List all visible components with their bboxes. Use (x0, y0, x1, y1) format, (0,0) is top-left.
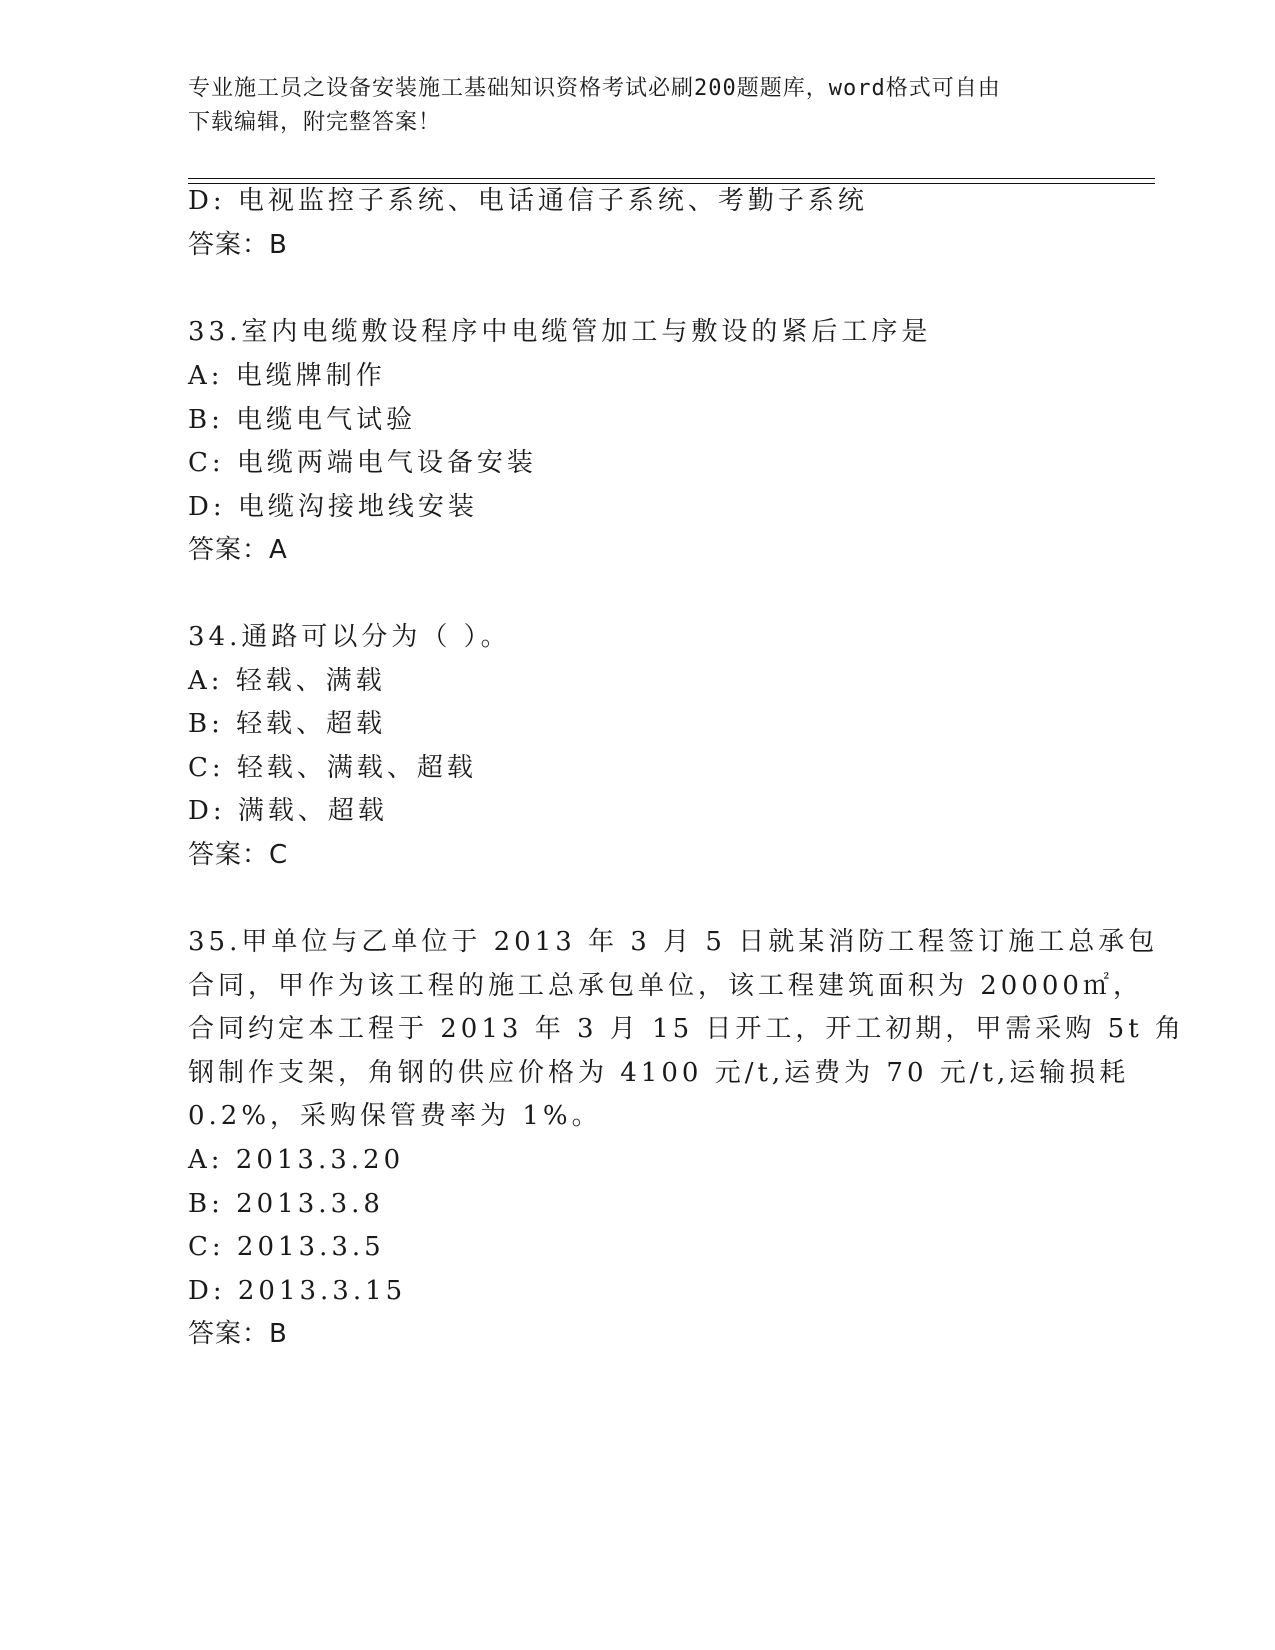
prev-answer: 答案：B (188, 230, 288, 260)
q33-stem: 33.室内电缆敷设程序中电缆管加工与敷设的紧后工序是 (188, 317, 932, 347)
document-header (188, 72, 1068, 140)
q35-stem-line-2: 合同，甲作为该工程的施工总承包单位，该工程建筑面积为 20000㎡， (188, 971, 1143, 1001)
q33-answer: 答案：A (188, 535, 288, 565)
q34-stem: 34.通路可以分为（ ）。 (188, 622, 511, 652)
q35-option-b: B: 2013.3.8 (188, 1189, 384, 1219)
q33-option-a: A: 电缆牌制作 (188, 361, 386, 391)
q35-stem-line-1: 35.甲单位与乙单位于 2013 年 3 月 5 日就某消防工程签订施工总承包 (188, 927, 1159, 957)
q35-stem-line-4: 钢制作支架，角钢的供应价格为 4100 元/t,运费为 70 元/t,运输损耗 (188, 1058, 1130, 1088)
q35-option-d: D: 2013.3.15 (188, 1276, 407, 1306)
q33-option-b: B: 电缆电气试验 (188, 405, 417, 435)
q35-option-a: A: 2013.3.20 (188, 1145, 405, 1175)
q34-answer: 答案：C (188, 840, 289, 870)
prev-option-d: D: 电视监控子系统、电话通信子系统、考勤子系统 (188, 186, 868, 216)
header-line-1: 专业施工员之设备安装施工基础知识资格考试必刷200题题库，word格式可自由 (188, 76, 1001, 101)
q33-option-c: C: 电缆两端电气设备安装 (188, 448, 537, 478)
q33-option-d: D: 电缆沟接地线安装 (188, 492, 478, 522)
q35-answer: 答案：B (188, 1319, 288, 1349)
header-divider-top (188, 178, 1155, 179)
q34-option-a: A: 轻载、满载 (188, 666, 386, 696)
q35-stem-line-5: 0.2%，采购保管费率为 1%。 (188, 1101, 602, 1131)
q35-stem-line-3: 合同约定本工程于 2013 年 3 月 15 日开工，开工初期，甲需采购 5t 角 (188, 1014, 1185, 1044)
q34-option-b: B: 轻载、超载 (188, 709, 387, 739)
q35-option-c: C: 2013.3.5 (188, 1232, 385, 1262)
header-line-2: 下载编辑，附完整答案！ (188, 110, 442, 135)
q34-option-c: C: 轻载、满载、超载 (188, 753, 477, 783)
q34-option-d: D: 满载、超载 (188, 796, 388, 826)
